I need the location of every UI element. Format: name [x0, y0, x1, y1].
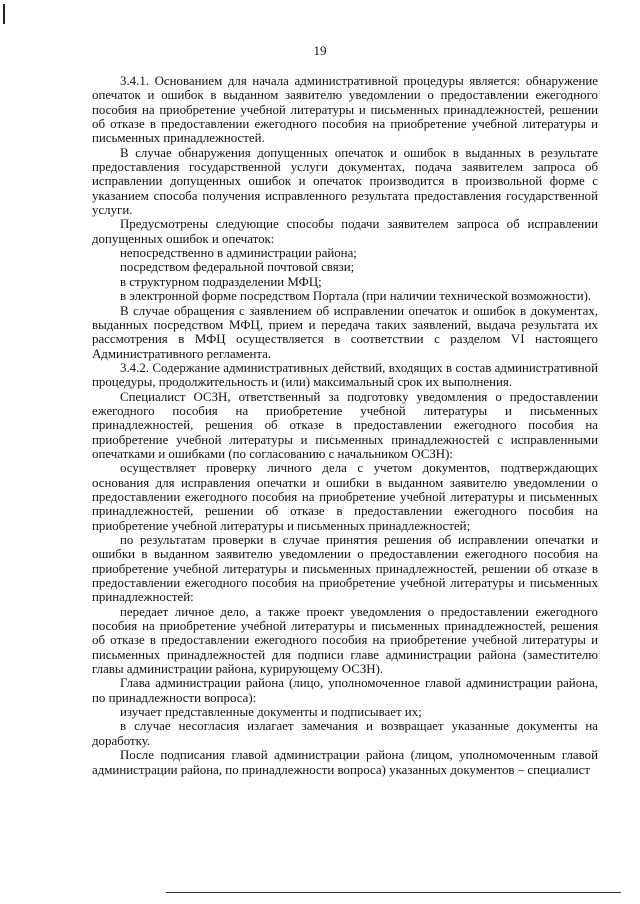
paragraph-mfc-processing: В случае обращения с заявлением об исправлении опечаток и ошибок в документах, выданных посредством МФЦ, прием и передача таких заявлений, выдача результата их рассмотрения в МФЦ осуществляется в соответствии с разделом VI настоящего Административного регламента.	[92, 303, 598, 361]
paragraph-3-4-1: 3.4.1. Основанием для начала административной процедуры является: обнаружение опечаток и ошибок в выданном заявителю уведомлении о предоставлении ежегодного пособия на приобретение учебной литературы и письменных принадлежностей, решении об отказе в предоставлении ежегодного пособия на приобретение учебной литературы и письменных принадлежностей.	[92, 74, 598, 146]
paragraph-specialist: Специалист ОСЗН, ответственный за подготовку уведомления о предоставлении ежегодного пособия на приобретение учебной литературы и письменных принадлежностей, решения об отказе в предоставлении ежегодного пособия на приобретение учебной литературы и письменных принадлежностей с исправленными опечатками и ошибками (по согласованию с начальником ОСЗН):	[92, 389, 598, 461]
list-item-disagreement: в случае несогласия излагает замечания и возвращает указанные документы на доработку.	[92, 719, 598, 748]
paragraph-submission-methods: Предусмотрены следующие способы подачи заявителем запроса об исправлении допущенных ошибок и опечаток:	[92, 217, 598, 246]
footer-divider	[166, 892, 621, 893]
paragraph-after-signing: После подписания главой администрации района (лицом, уполномоченным главой администрации района, по принадлежности вопроса) указанных документов – специалист	[92, 748, 598, 777]
list-item-administration: непосредственно в администрации района;	[120, 246, 357, 261]
list-item-mfc: в структурном подразделении МФЦ;	[120, 274, 322, 289]
list-item-signs: изучает представленные документы и подписывает их;	[120, 705, 422, 720]
paragraph-error-detection: В случае обнаружения допущенных опечаток и ошибок в выданных в результате предоставления государственной услуги документах, подача заявителем запроса об исправлении допущенных ошибок и опечаток производится в произвольной форме с указанием способа получения исправленного результата предоставления государственной услуги.	[92, 145, 598, 218]
page-number: 19	[313, 43, 327, 58]
list-item-portal: в электронной форме посредством Портала (при наличии технической возможности).	[120, 289, 592, 304]
scan-edge-mark	[3, 4, 5, 24]
paragraph-transfer: передает личное дело, а также проект уведомления о предоставлении ежегодного пособия на приобретение учебной литературы и письменных принадлежностей, решения об отказе в предоставлении ежегодного пособия на приобретение учебной литературы и письменных принадлежностей для подписи главе администрации района (заместителю главы администрации района, курирующему ОСЗН).	[92, 604, 598, 677]
paragraph-head-of-administration: Глава администрации района (лицо, уполномоченное главой администрации района, по принадлежности вопроса):	[92, 676, 598, 705]
paragraph-verification: осуществляет проверку личного дела с учетом документов, подтверждающих основания для исправления опечатки и ошибки в выданном заявителю уведомлении о предоставлении ежегодного пособия на приобретение учебной литературы и письменных принадлежностей, решении об отказе в предоставлении ежегодного пособия на приобретение учебной литературы и письменных принадлежностей;	[92, 461, 598, 533]
paragraph-check-results: по результатам проверки в случае принятия решения об исправлении опечатки и ошибки в выданном заявителю уведомлении о предоставлении ежегодного пособия на приобретение учебной литературы и письменных принадлежностей, решении об отказе в предоставлении ежегодного пособия на приобретение учебной литературы и письменных принадлежностей:	[92, 533, 598, 605]
document-body	[92, 74, 598, 777]
list-item-postal: посредством федеральной почтовой связи;	[120, 260, 355, 275]
paragraph-3-4-2: 3.4.2. Содержание административных действий, входящих в состав административной процедуры, продолжительность и (или) максимальный срок их выполнения.	[92, 360, 598, 390]
